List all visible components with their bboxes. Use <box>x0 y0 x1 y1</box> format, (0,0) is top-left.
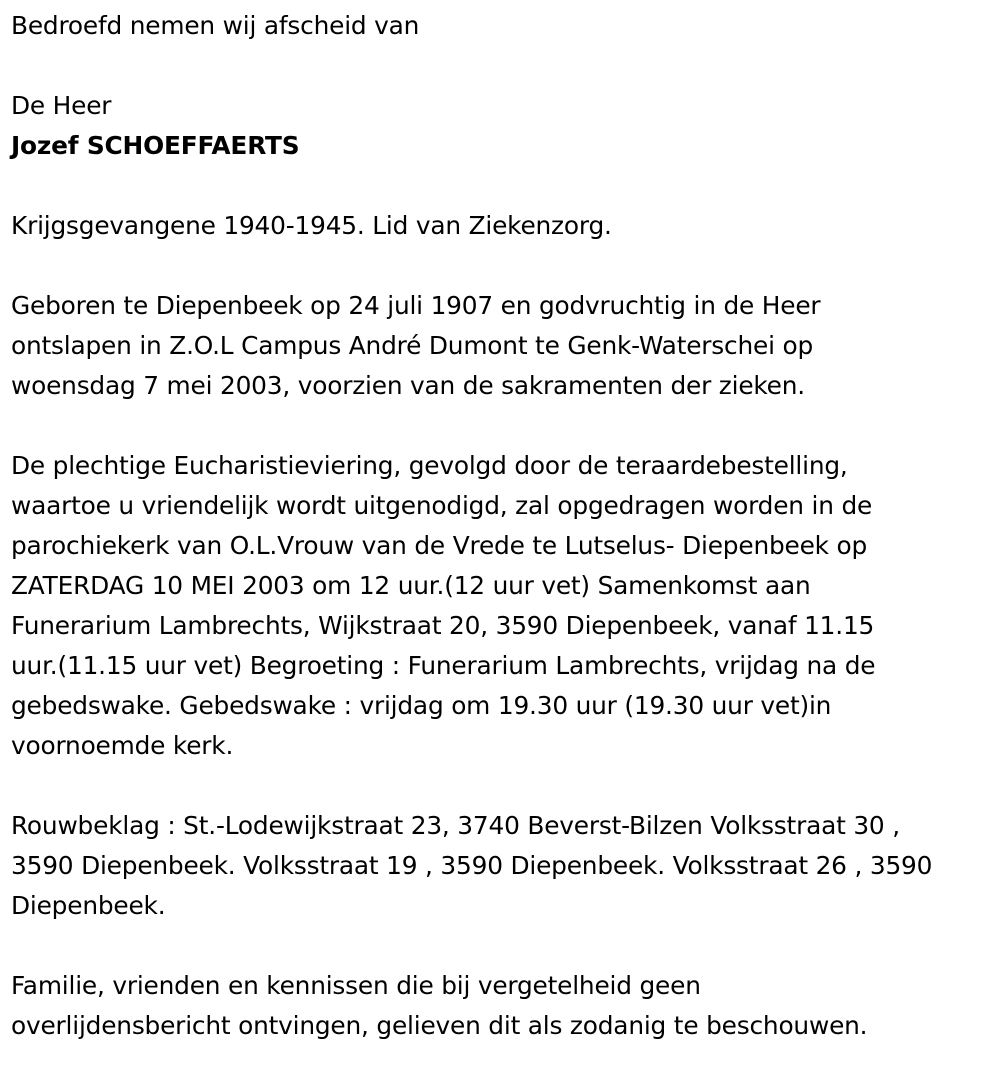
birth-death-paragraph <box>11 286 996 406</box>
paragraph-line: gebedswake. Gebedswake : vrijdag om 19.30 uur (19.30 uur vet)in <box>11 691 832 720</box>
paragraph-line: waartoe u vriendelijk wordt uitgenodigd, zal opgedragen worden in de <box>11 491 873 520</box>
paragraph-line: woensdag 7 mei 2003, voorzien van de sakramenten der zieken. <box>11 371 805 400</box>
paragraph-line: Funerarium Lambrechts, Wijkstraat 20, 3590 Diepenbeek, vanaf 11.15 <box>11 611 875 640</box>
paragraph-line: uur.(11.15 uur vet) Begroeting : Funerarium Lambrechts, vrijdag na de <box>11 651 876 680</box>
spacer <box>11 406 996 446</box>
paragraph-line: ZATERDAG 10 MEI 2003 om 12 uur.(12 uur vet) Samenkomst aan <box>11 571 811 600</box>
paragraph-line: Geboren te Diepenbeek op 24 juli 1907 en godvruchtig in de Heer <box>11 291 821 320</box>
intro-line: Bedroefd nemen wij afscheid van <box>11 11 420 40</box>
spacer <box>11 766 996 806</box>
closing-paragraph <box>11 966 996 1046</box>
paragraph-line: Diepenbeek. <box>11 891 166 920</box>
paragraph-line: 3590 Diepenbeek. Volksstraat 19 , 3590 Diepenbeek. Volksstraat 26 , 3590 <box>11 851 933 880</box>
deceased-name: Jozef SCHOEFFAERTS <box>11 131 300 160</box>
death-notice <box>11 6 996 1046</box>
paragraph-line: parochiekerk van O.L.Vrouw van de Vrede te Lutselus- Diepenbeek op <box>11 531 868 560</box>
condolence-paragraph <box>11 806 996 926</box>
paragraph-line: ontslapen in Z.O.L Campus André Dumont te Genk-Waterschei op <box>11 331 814 360</box>
paragraph-line: Familie, vrienden en kennissen die bij vergetelheid geen <box>11 971 701 1000</box>
roles-line: Krijgsgevangene 1940-1945. Lid van Ziekenzorg. <box>11 211 612 240</box>
spacer <box>11 166 996 206</box>
salutation: De Heer <box>11 91 112 120</box>
ceremony-paragraph <box>11 446 996 766</box>
spacer <box>11 46 996 86</box>
spacer <box>11 246 996 286</box>
paragraph-line: voornoemde kerk. <box>11 731 234 760</box>
paragraph-line: overlijdensbericht ontvingen, gelieven dit als zodanig te beschouwen. <box>11 1011 868 1040</box>
paragraph-line: De plechtige Eucharistieviering, gevolgd door de teraardebestelling, <box>11 451 848 480</box>
spacer <box>11 926 996 966</box>
paragraph-line: Rouwbeklag : St.-Lodewijkstraat 23, 3740 Beverst-Bilzen Volksstraat 30 , <box>11 811 900 840</box>
roles-paragraph <box>11 206 996 246</box>
